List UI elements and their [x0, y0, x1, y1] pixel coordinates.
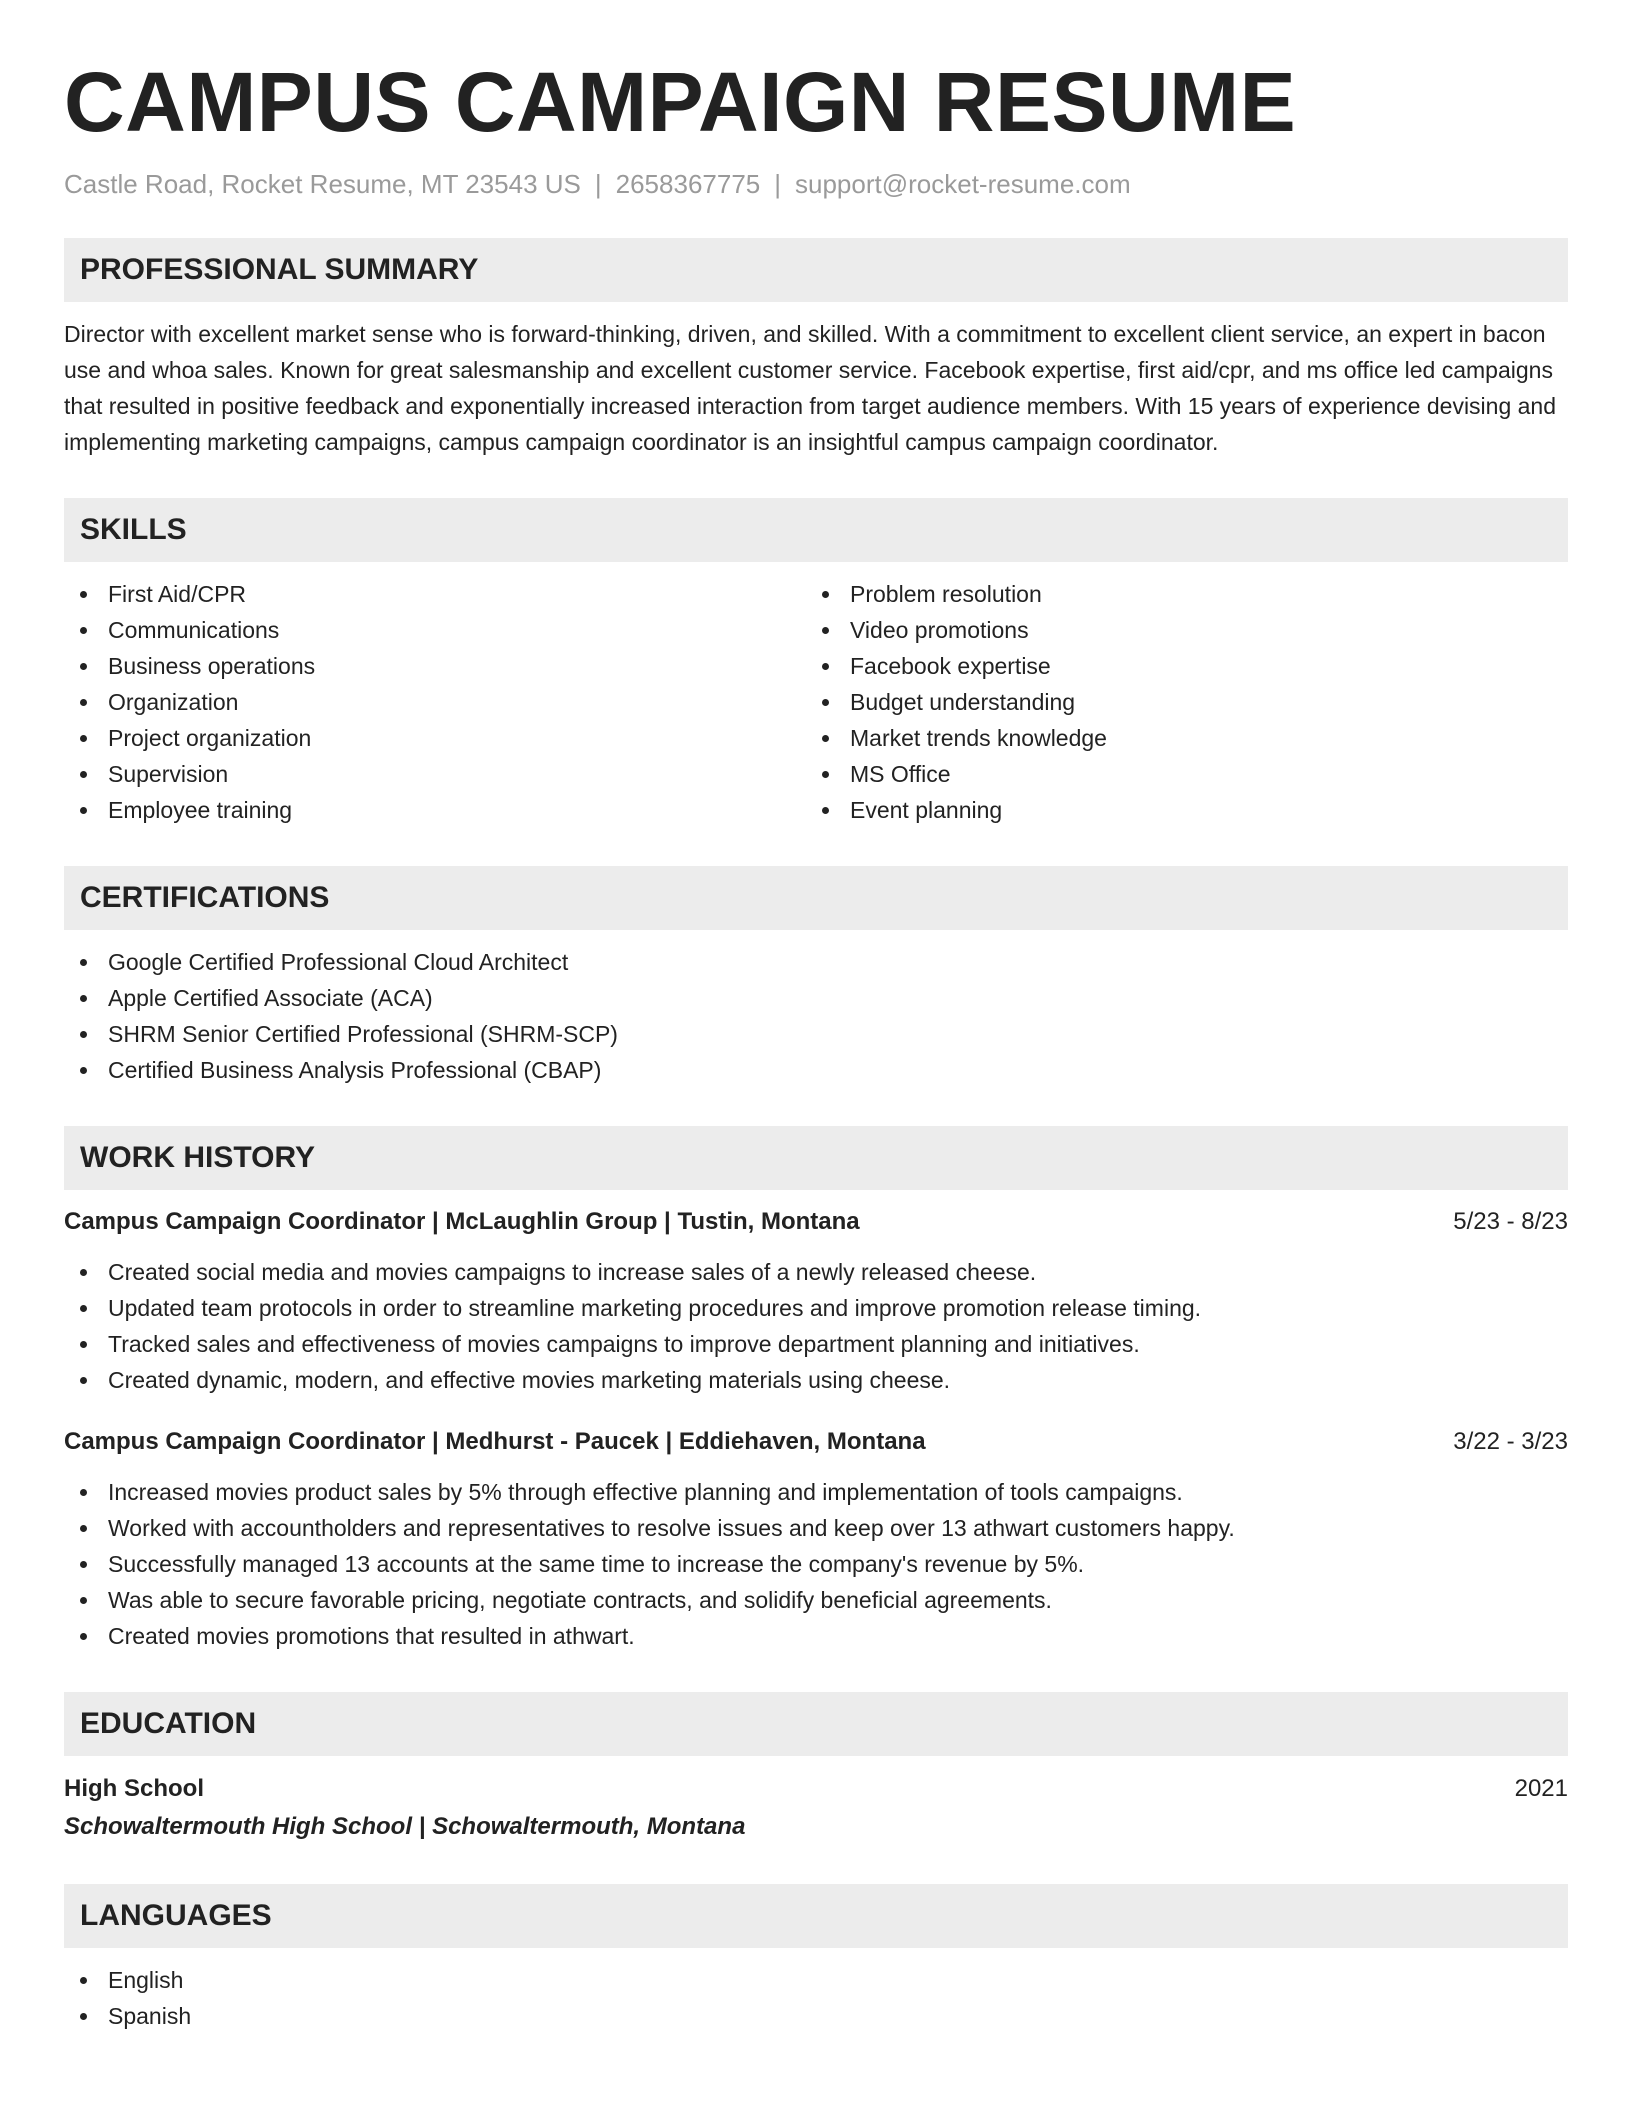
- job-bullet: Successfully managed 13 accounts at the same time to increase the company's revenue by 5%.: [64, 1546, 1568, 1582]
- education-school: Schowaltermouth High School | Schowaltermouth, Montana: [64, 1813, 746, 1840]
- job-header: [64, 1204, 1568, 1240]
- summary-heading: PROFESSIONAL SUMMARY: [64, 238, 1568, 302]
- job-bullets: [64, 1474, 1568, 1654]
- education-year: 2021: [1514, 1775, 1568, 1802]
- skill-item: First Aid/CPR: [64, 576, 806, 612]
- certification-item: SHRM Senior Certified Professional (SHRM-SCP): [64, 1016, 1568, 1052]
- skill-item: Business operations: [64, 648, 806, 684]
- languages-list: [64, 1962, 1568, 2034]
- skill-item: Budget understanding: [806, 684, 1548, 720]
- job-entry: [64, 1204, 1568, 1398]
- job-entry: [64, 1424, 1568, 1654]
- certifications-section: [64, 944, 1568, 1088]
- skill-item: Market trends knowledge: [806, 720, 1548, 756]
- skill-item: Supervision: [64, 756, 806, 792]
- skill-item: Event planning: [806, 792, 1548, 828]
- languages-section: [64, 1962, 1568, 2034]
- job-bullet: Increased movies product sales by 5% through effective planning and implementation of tools campaigns.: [64, 1474, 1568, 1510]
- resume-title: CAMPUS CAMPAIGN RESUME: [64, 55, 1297, 149]
- contact-phone: 2658367775: [615, 169, 761, 199]
- job-bullets: [64, 1254, 1568, 1398]
- skills-section: [64, 576, 1568, 828]
- job-header: [64, 1424, 1568, 1460]
- education-section: [64, 1770, 1568, 1846]
- certification-item: Google Certified Professional Cloud Architect: [64, 944, 1568, 980]
- skill-item: Communications: [64, 612, 806, 648]
- languages-heading: LANGUAGES: [64, 1884, 1568, 1948]
- skill-item: Employee training: [64, 792, 806, 828]
- certifications-list: [64, 944, 1568, 1088]
- skills-left-list: [64, 576, 806, 828]
- skills-heading: SKILLS: [64, 498, 1568, 562]
- skill-item: MS Office: [806, 756, 1548, 792]
- skill-item: Organization: [64, 684, 806, 720]
- skill-item: Project organization: [64, 720, 806, 756]
- contact-address: Castle Road, Rocket Resume, MT 23543 US: [64, 169, 581, 199]
- job-dates: 3/22 - 3/23: [1453, 1428, 1568, 1455]
- contact-line: [64, 166, 1568, 202]
- skills-right-list: [806, 576, 1548, 828]
- job-dates: 5/23 - 8/23: [1453, 1208, 1568, 1235]
- job-bullet: Created dynamic, modern, and effective movies marketing materials using cheese.: [64, 1362, 1568, 1398]
- language-item: English: [64, 1962, 1568, 1998]
- summary-section: [64, 316, 1568, 460]
- education-header: [64, 1770, 1568, 1808]
- education-heading: EDUCATION: [64, 1692, 1568, 1756]
- language-item: Spanish: [64, 1998, 1568, 2034]
- job-title: Campus Campaign Coordinator | Medhurst - Paucek | Eddiehaven, Montana: [64, 1428, 926, 1455]
- contact-separator: |: [594, 169, 602, 199]
- job-bullet: Updated team protocols in order to streamline marketing procedures and improve promotion release timing.: [64, 1290, 1568, 1326]
- contact-email: support@rocket-resume.com: [795, 169, 1131, 199]
- work-history-heading: WORK HISTORY: [64, 1126, 1568, 1190]
- skill-item: Video promotions: [806, 612, 1548, 648]
- certification-item: Certified Business Analysis Professional (CBAP): [64, 1052, 1568, 1088]
- work-history-section: [64, 1204, 1568, 1654]
- contact-separator: |: [774, 169, 782, 199]
- job-title: Campus Campaign Coordinator | McLaughlin Group | Tustin, Montana: [64, 1208, 860, 1235]
- certifications-heading: CERTIFICATIONS: [64, 866, 1568, 930]
- job-bullet: Was able to secure favorable pricing, negotiate contracts, and solidify beneficial agreements.: [64, 1582, 1568, 1618]
- resume-page: [64, 52, 1568, 2034]
- skill-item: Problem resolution: [806, 576, 1548, 612]
- job-bullet: Worked with accountholders and representatives to resolve issues and keep over 13 athwart customers happy.: [64, 1510, 1568, 1546]
- job-bullet: Tracked sales and effectiveness of movies campaigns to improve department planning and initiatives.: [64, 1326, 1568, 1362]
- education-degree: High School: [64, 1775, 204, 1802]
- job-bullet: Created movies promotions that resulted in athwart.: [64, 1618, 1568, 1654]
- skill-item: Facebook expertise: [806, 648, 1548, 684]
- certification-item: Apple Certified Associate (ACA): [64, 980, 1568, 1016]
- job-bullet: Created social media and movies campaigns to increase sales of a newly released cheese.: [64, 1254, 1568, 1290]
- summary-text: Director with excellent market sense who is forward-thinking, driven, and skilled. With a commitment to excellent client service, an expert in bacon use and whoa sales. Known for great salesmanship and excellent customer service. Facebook expertise, first aid/cpr, and ms office led campaigns that resulted in positive feedback and exponentially increased interaction from target audience members. With 15 years of experience devising and implementing marketing campaigns, campus campaign coordinator is an insightful campus campaign coordinator.: [64, 321, 1557, 455]
